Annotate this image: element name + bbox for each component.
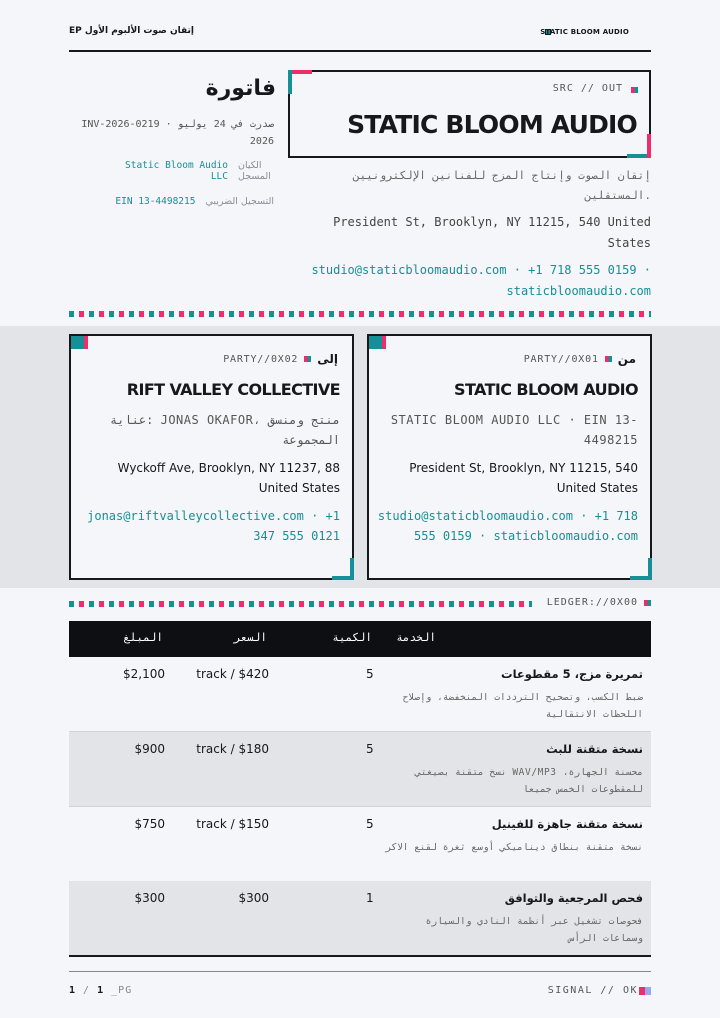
party-direction: من [617,352,636,366]
row-amount: $750 [134,817,165,831]
divider [69,601,532,607]
row-qty: 5 [366,667,374,681]
table-header [69,621,651,657]
signal-status: SIGNAL // OK [547,985,638,996]
page-suffix: _PG [111,985,133,996]
col-service: الخدمة [396,631,436,644]
row-qty: 1 [366,891,374,905]
table-row [69,807,651,882]
party-direction: إلى [317,352,338,366]
entity-row [64,160,274,182]
table-row [69,732,651,807]
row-service: تمريرة مزج، 5 مقطوعات [501,667,643,681]
row-qty: 5 [366,742,374,756]
brand-address: President St, Brooklyn, NY 11215, 540 United States [333,215,651,250]
invoice-title: فاتورة [205,76,276,101]
entity-key: الكيان المسجل [238,160,271,182]
col-qty: الكمية [332,631,372,644]
row-rate: track / $180 [196,742,269,756]
ein-key: التسجيل الضريبي [205,196,274,207]
row-amount: $900 [134,742,165,756]
row-qty: 5 [366,817,374,831]
table-row [69,881,651,956]
topbar-brand: STATIC BLOOM AUDIO [540,28,629,36]
ein-value: EIN 13-4498215 [115,196,196,207]
row-amount: $2,100 [123,667,165,681]
party-name: RIFT VALLEY COLLECTIVE [126,380,340,399]
row-desc: نسخة متقنة بنطاق ديناميكي أوسع ثغرة لقنع الاكر [385,842,643,853]
top-bar [69,24,651,52]
corner-accent [288,70,312,94]
page-indicator: 1 / 1 _PG [69,985,133,996]
entity-value: Static Bloom Audio LLC [125,160,228,182]
card-corner [71,336,89,350]
party-card-to [69,334,354,580]
row-service: نسخة متقنة للبث [546,742,643,756]
party-square-icon [304,356,311,362]
col-amount: المبلغ [123,631,163,644]
row-rate: $300 [238,891,269,905]
corner-accent [627,134,651,158]
divider [69,311,651,317]
ledger-label: LEDGER://0X00 [546,597,638,608]
card-corner [332,558,354,580]
row-desc: فحوصات تشغيل عبر أنظمة النادي والسيارة وسماعات الرأس [425,916,643,944]
table-end-rule [69,955,651,957]
party-name: STATIC BLOOM AUDIO [454,380,638,399]
row-amount: $300 [134,891,165,905]
brand-tagline: إتقان الصوت وإنتاج المزج للفنانين الإلكترونيين المستقلين. [352,169,651,202]
party-label: PARTY//0X01 [523,353,599,365]
invoice-meta: INV-2026-0219 · صدرت في 24 يوليو 2026 [81,119,274,147]
signal-square-icon [639,987,651,995]
ein-row [64,196,274,207]
row-rate: track / $420 [196,667,269,681]
row-service: فحص المرجعية والتوافق [504,891,643,905]
row-service: نسخة متقنة جاهزة للفينيل [491,817,643,831]
footer-rule [69,971,651,972]
party-attn: عناية: JONAS OKAFOR، منتج ومنسق المجموعة [110,413,340,447]
party-attn: STATIC BLOOM AUDIO LLC · EIN 13-4498215 [390,413,638,447]
row-rate: track / $150 [196,817,269,831]
src-label: SRC // OUT [552,83,623,94]
party-contact: studio@staticbloomaudio.com · +1 718 555 0159 · staticbloomaudio.com [377,509,638,543]
brand-contact: studio@staticbloomaudio.com · +1 718 555 0159 · staticbloomaudio.com [311,263,651,298]
card-corner [369,336,387,350]
party-address: Wyckoff Ave, Brooklyn, NY 11237, 88 United States [117,461,340,495]
party-address: President St, Brooklyn, NY 11215, 540 United States [409,461,638,495]
party-contact: jonas@riftvalleycollective.com · +1 347 555 0121 [87,509,340,543]
brand-box [288,70,651,158]
page-current: 1 [69,985,77,996]
party-square-icon [605,356,612,362]
album-title: EP إتقان صوت الألبوم الأول [69,26,194,36]
ledger-square-icon [644,600,651,606]
card-corner [630,558,652,580]
ledger-header [547,597,651,608]
table-row [69,657,651,732]
party-card-from [367,334,652,580]
brand-name: STATIC BLOOM AUDIO [347,110,637,139]
src-square-icon [631,87,638,93]
row-desc: نسخ متقنة بصيغتي WAV/MP3 محسنة الجهارة، للمقطوعات الخمس جميعا [415,767,643,795]
col-rate: السعر [233,631,267,644]
row-desc: ضبط الكسب، وتصحيح الترددات المنخفضة، وإصلاح اللحظات الانتقالية [402,692,643,720]
page-total: 1 [97,985,105,996]
party-label: PARTY//0X02 [223,353,299,365]
